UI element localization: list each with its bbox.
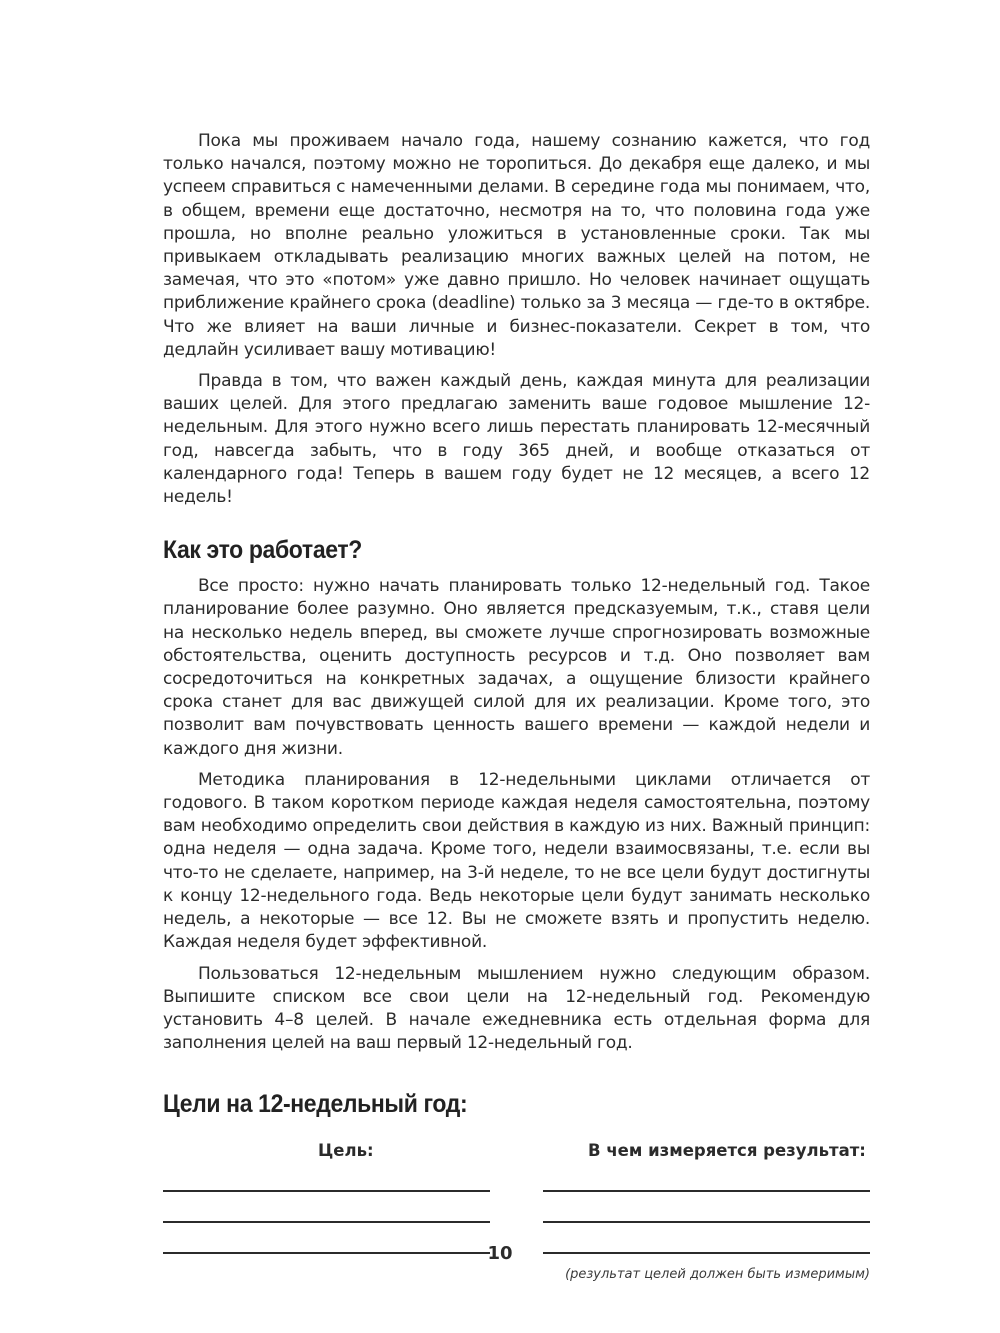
section-heading-how-it-works: Как это работает? bbox=[163, 536, 362, 565]
goals-form bbox=[163, 1133, 870, 1293]
how-paragraph-1: Все просто: нужно начать планировать только 12-недельный год. Такое планирование более разумно. Оно является предсказуемым, т.к., ставя цели на несколько недель вперед, вы сможете лучше спрогнозировать возможные обстоятельства, оценить доступность ресурсов и т.д. Оно позволяет вам сосредоточиться на конкретных задачах, а ощущение близости крайнего срока станет для вас движущей силой для их реализации. Кроме того, это позволит вам почувствовать ценность вашего времени — каждой недели и каждого дня жизни. bbox=[163, 576, 870, 759]
page-number: 10 bbox=[487, 1243, 513, 1264]
page-content bbox=[163, 130, 870, 1293]
measurable-note: (результат целей должен быть измеримым) bbox=[565, 1267, 870, 1283]
measure-write-line[interactable] bbox=[543, 1221, 870, 1223]
goal-write-line[interactable] bbox=[163, 1190, 490, 1192]
section-heading-goals: Цели на 12-недельный год: bbox=[163, 1090, 468, 1119]
intro-paragraph-1: Пока мы проживаем начало года, нашему сознанию кажется, что год только начался, поэтому можно не торопиться. До декабря еще далеко, и мы успеем справиться с намеченными делами. В середине года мы понимаем, что, в общем, времени еще достаточно, несмотря на то, что половина года уже прошла, но вполне реально уложиться в установленные сроки. Так мы привыкаем откладывать реализацию многих важных целей на потом, не замечая, что это «потом» уже давно пришло. Но человек начинает ощущать приближение крайнего срока (deadline) только за 3 месяца — где-то в октябре. Что же влияет на ваши личные и бизнес-показатели. Секрет в том, что дедлайн усиливает вашу мотивацию! bbox=[163, 131, 870, 360]
measure-write-line[interactable] bbox=[543, 1190, 870, 1192]
how-paragraph-3: Пользоваться 12-недельным мышлением нужно следующим образом. Выпишите списком все свои цели на 12-недельный год. Рекомендую установить 4–8 целей. В начале ежедневника есть отдельная форма для заполнения целей на ваш первый 12-недельный год. bbox=[163, 963, 870, 1054]
measure-column-label: В чем измеряется результат: bbox=[588, 1141, 866, 1161]
how-paragraph-2: Методика планирования в 12-недельными циклами отличается от годового. В таком коротком периоде каждая неделя самостоятельна, поэтому вам необходимо определить свои действия в каждую из них. Важный принцип: одна неделя — одна задача. Кроме того, недели взаимосвязаны, т.е. если вы что-то не сделаете, например, на 3-й неделе, то не все цели будут достигнуты к концу 12-недельного года. Ведь некоторые цели будут занимать несколько недель, а некоторые — все 12. Вы не сможете взять и пропустить неделю. Каждая неделя будет эффективной. bbox=[163, 769, 870, 953]
goal-column-label: Цель: bbox=[318, 1141, 374, 1161]
intro-paragraph-2: Правда в том, что важен каждый день, каждая минута для реализации ваших целей. Для этого предлагаю заменить ваше годовое мышление 12-недельным. Для этого нужно всего лишь перестать планировать 12-месячный год, навсегда забыть, что в году 365 дней, и вообще отказаться от календарного года! Теперь в вашем году будет не 12 месяцев, а всего 12 недель! bbox=[163, 371, 870, 508]
goal-write-line[interactable] bbox=[163, 1221, 490, 1223]
